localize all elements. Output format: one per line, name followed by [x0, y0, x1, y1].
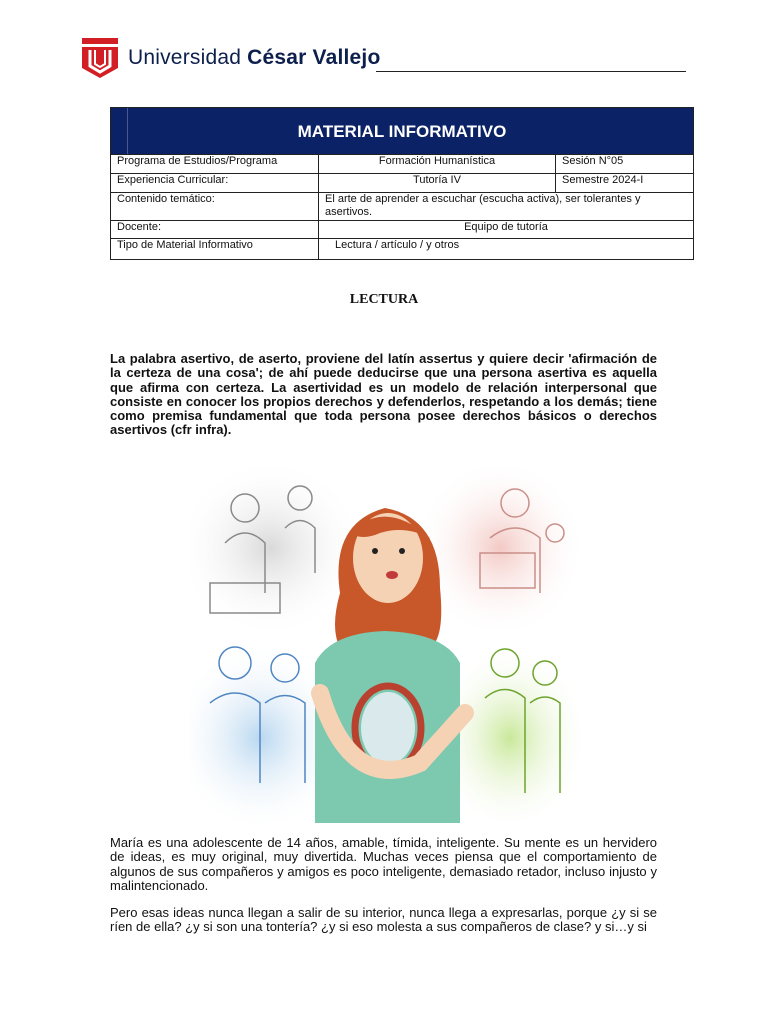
- table-row: [111, 239, 694, 260]
- row-label: Experiencia Curricular:: [111, 174, 319, 193]
- row-extra: Semestre 2024-I: [556, 174, 694, 193]
- row-value: Formación Humanística: [319, 155, 556, 174]
- table-title: MATERIAL INFORMATIVO: [111, 108, 694, 155]
- table-row: [111, 221, 694, 239]
- info-table: [110, 107, 694, 260]
- row-extra: Sesión N°05: [556, 155, 694, 174]
- row-label: Tipo de Material Informativo: [111, 239, 319, 260]
- row-value: Lectura / artículo / y otros: [319, 239, 694, 260]
- row-value: Equipo de tutoría: [319, 221, 694, 239]
- row-value: El arte de aprender a escuchar (escucha activa), ser tolerantes y asertivos.: [319, 193, 694, 221]
- assertiveness-illustration: [190, 463, 580, 823]
- intro-paragraph: La palabra asertivo, de aserto, proviene del latín assertus y quiere decir 'afirmación de la certeza de una cosa'; de ahí puede deducirse que una persona asertiva es aquella que afirma con certeza. La asertividad es un modelo de relación interpersonal que consiste en conocer los propios derechos y defenderlos, respetando a los demás; tiene como premisa fundamental que toda persona posee derechos básicos o derechos asertivos (cfr infra).: [110, 351, 657, 438]
- story-paragraph-1: María es una adolescente de 14 años, amable, tímida, inteligente. Su mente es un hervidero de ideas, es muy original, muy divertida. Muchas veces piensa que el comportamiento de algunos de sus compañeros y amigos es poco inteligente, demasiado retador, incluso injusto y malintencionado.: [110, 835, 657, 893]
- row-label: Contenido temático:: [111, 193, 319, 221]
- university-name: Universidad César Vallejo: [128, 46, 381, 69]
- table-row: [111, 174, 694, 193]
- story-paragraph-2: Pero esas ideas nunca llegan a salir de su interior, nunca llega a expresarlas, porque ¿y si se ríen de ella? ¿y si son una tontería? ¿y si eso molesta a sus compañeros de clase? y si…y si: [110, 905, 657, 935]
- header-rule: [376, 71, 686, 72]
- row-label: Programa de Estudios/Programa: [111, 155, 319, 174]
- table-row: [111, 155, 694, 174]
- row-value: Tutoría IV: [319, 174, 556, 193]
- table-row: [111, 193, 694, 221]
- section-title: LECTURA: [349, 292, 419, 307]
- ucv-shield-icon: [82, 38, 118, 78]
- row-label: Docente:: [111, 221, 319, 239]
- university-logo: [82, 38, 380, 78]
